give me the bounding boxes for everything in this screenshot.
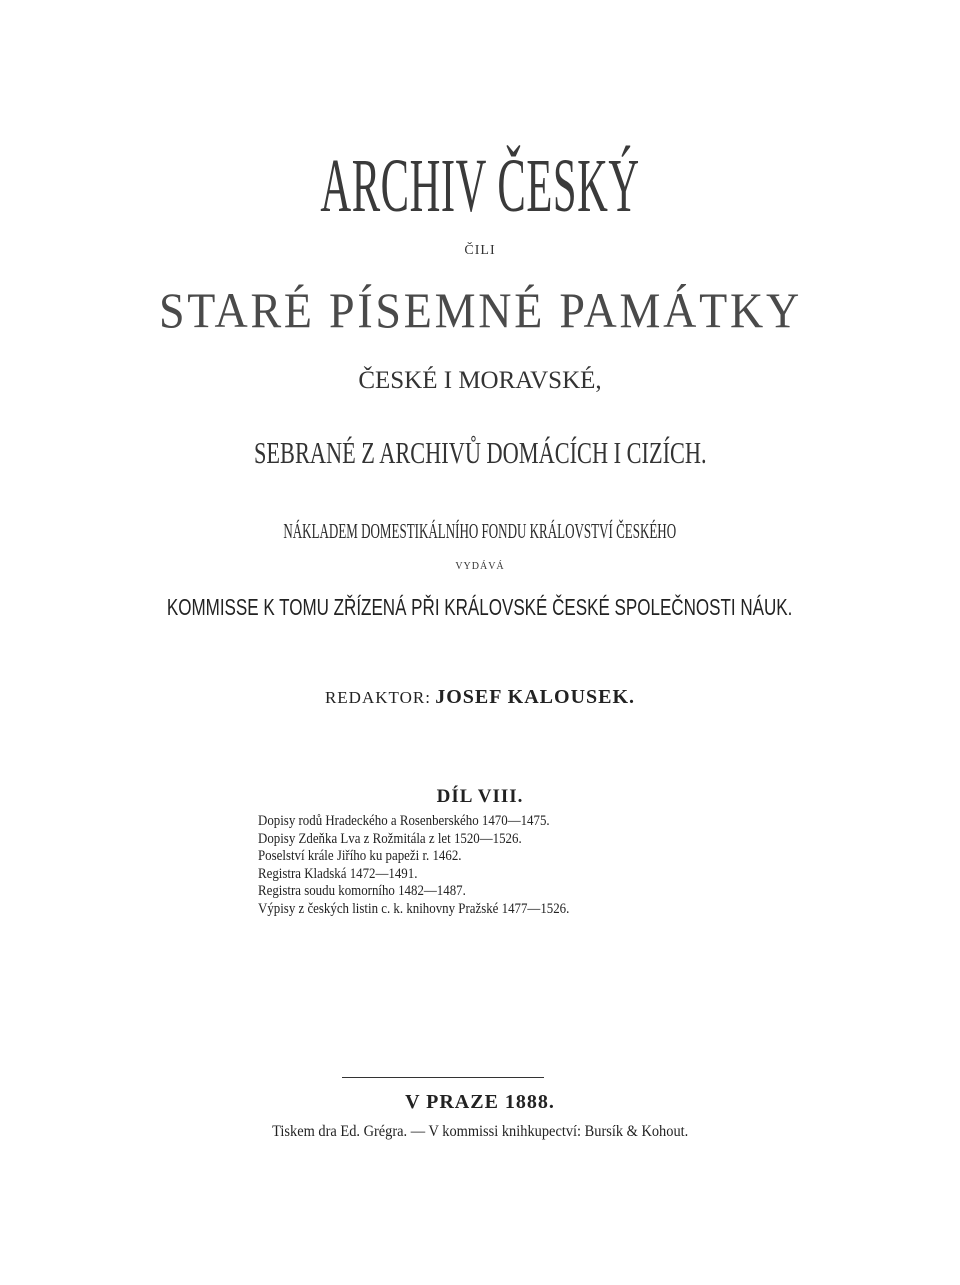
book-title xyxy=(0,144,960,228)
book-subtitle xyxy=(0,282,960,338)
commission-line-text: KOMMISSE K TOMU ZŘÍZENÁ PŘI KRÁLOVSKÉ ČESKÉ SPOLEČNOSTI NÁUK. xyxy=(167,594,793,620)
contents-item-text: Dopisy rodů Hradeckého a Rosenberského 1470—1475. xyxy=(258,813,550,829)
title-conjunction: ČILI xyxy=(464,243,496,258)
contents-item-text: Výpisy z českých listin c. k. knihovny Pražské 1477—1526. xyxy=(258,900,570,917)
editor-line xyxy=(0,687,960,707)
contents-list xyxy=(258,813,620,919)
divider-rule xyxy=(342,1077,544,1078)
book-title-text: ARCHIV ČESKÝ xyxy=(320,144,640,228)
contents-item xyxy=(258,831,620,849)
collected-line-text: SEBRANÉ Z ARCHIVŮ DOMÁCÍCH I CIZÍCH. xyxy=(253,435,707,470)
contents-item-text: Poselství krále Jiřího ku papeži r. 1462. xyxy=(258,848,462,865)
contents-item xyxy=(258,866,620,884)
contents-item-text: Registra soudu komorního 1482—1487. xyxy=(258,883,466,900)
printer-line xyxy=(0,1124,960,1140)
editor-name: JOSEF KALOUSEK. xyxy=(435,686,636,708)
contents-item-text: Registra Kladská 1472—1491. xyxy=(258,865,418,882)
collected-line xyxy=(0,437,960,468)
contents-item xyxy=(258,901,620,919)
funding-line-text: NÁKLADEM DOMESTIKÁLNÍHO FONDU KRÁLOVSTVÍ ČESKÉHO xyxy=(283,519,677,543)
contents-item-text: Dopisy Zdeňka Lva z Rožmitála z let 1520—1526. xyxy=(258,830,522,847)
contents-item xyxy=(258,813,620,831)
commission-line xyxy=(0,596,960,619)
printer-line-text: Tiskem dra Ed. Grégra. — V kommissi knihkupectví: Bursík & Kohout. xyxy=(271,1123,689,1140)
publishes-line: VYDÁVÁ xyxy=(455,561,505,572)
volume-heading: DÍL VIII. xyxy=(436,786,524,807)
contents-item xyxy=(258,848,620,866)
funding-line xyxy=(0,521,960,542)
editor-label: REDAKTOR: xyxy=(324,688,431,707)
contents-item xyxy=(258,883,620,901)
regions-line: ČESKÉ I MORAVSKÉ, xyxy=(358,367,602,394)
place-year: V PRAZE 1888. xyxy=(405,1091,555,1113)
book-subtitle-text: STARÉ PÍSEMNÉ PAMÁTKY xyxy=(158,282,802,338)
